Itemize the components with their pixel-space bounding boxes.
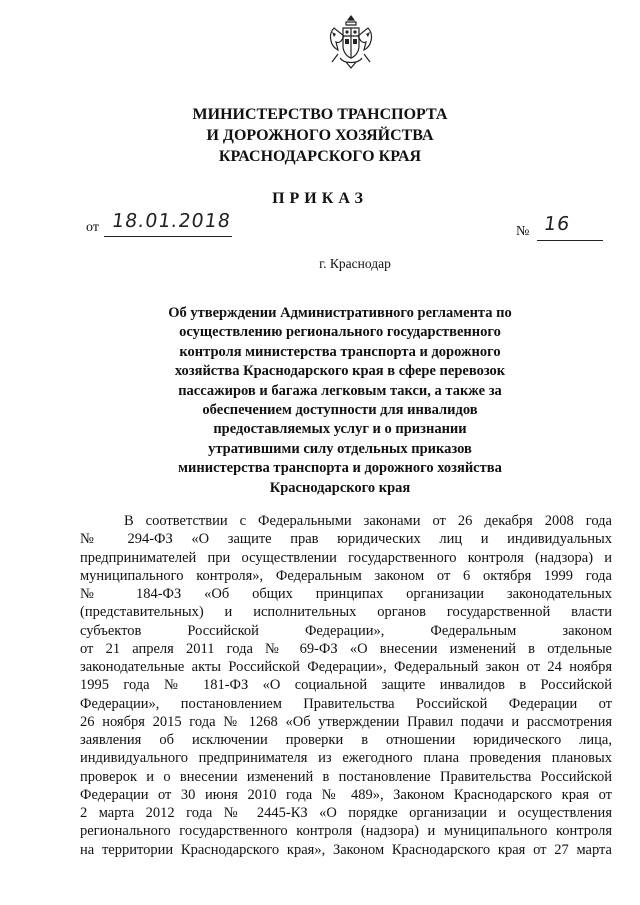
- body-line: 1995 года № 181-ФЗ «О социальной защите инвалидов в Российской: [80, 677, 612, 694]
- title-line: обеспечением доступности для инвалидов: [202, 402, 478, 419]
- title-line: осуществлению регионального государственного: [179, 324, 501, 341]
- body-line: индивидуального предпринимателя из ежегодного плана проведения плановых: [80, 750, 612, 767]
- ministry-name-line: КРАСНОДАРСКОГО КРАЯ: [218, 148, 422, 165]
- body-line: № 294-ФЗ «О защите прав юридических лиц и индивидуальных: [80, 531, 612, 548]
- ministry-name-line: МИНИСТЕРСТВО ТРАНСПОРТА: [192, 106, 448, 123]
- ministry-name-line: И ДОРОЖНОГО ХОЗЯЙСТВА: [206, 127, 434, 144]
- title-line: контроля министерства транспорта и дорожного: [179, 343, 501, 360]
- body-line: 26 ноября 2015 года № 1268 «Об утверждении Правил подачи и рассмотрения: [80, 713, 612, 730]
- title-line: хозяйства Краснодарского края в сфере перевозок: [174, 363, 506, 380]
- ministry-name: [0, 104, 640, 167]
- title-line: утратившими силу отдельных приказов: [208, 440, 472, 457]
- body-line: № 184-ФЗ «Об общих принципах организации законодательных: [80, 586, 612, 602]
- body-line: на территории Краснодарского края», Законом Краснодарского края от 27 марта: [80, 841, 612, 858]
- title-line: Об утверждении Административного регламента по: [168, 305, 512, 321]
- number-underline: [537, 240, 603, 241]
- order-body-text: [80, 512, 612, 859]
- date-underline: [104, 236, 232, 237]
- title-line: министерства транспорта и дорожного хозяйства: [178, 460, 502, 477]
- handwritten-number: 16: [542, 213, 572, 235]
- body-line: проверок и о внесении изменений в постановление Правительства Российской: [80, 768, 612, 785]
- body-line: Федерации», постановлением Правительства Российской Федерации от: [80, 695, 612, 712]
- order-title: [160, 304, 520, 498]
- title-line: предоставляемых услуг и о признании: [213, 421, 467, 438]
- body-line: заявления об исключении проверки в отношении юридического лица,: [80, 732, 612, 748]
- body-line: (представительных) и исполнительных органов государственной власти: [80, 604, 612, 621]
- body-line: законодательные акты Российской Федерации», Федеральный закон от 24 ноября: [80, 659, 612, 675]
- title-line: Краснодарского края: [269, 479, 411, 496]
- body-line: субъектов Российской Федерации», Федеральным законом: [80, 622, 612, 639]
- body-line: предпринимателей при осуществлении государственного контроля (надзора) и: [80, 549, 612, 566]
- document-type-heading: ПРИКАЗ: [272, 190, 368, 207]
- number-prefix: №: [516, 224, 530, 239]
- body-line: муниципального контроля», Федеральным законом от 6 октября 1999 года: [80, 567, 612, 584]
- date-prefix: от: [86, 220, 99, 235]
- city-line: г. Краснодар: [319, 256, 391, 271]
- coat-of-arms-emblem: [326, 14, 376, 70]
- body-line: 2 марта 2012 года № 2445-КЗ «О порядке организации и осуществления: [80, 805, 612, 821]
- body-line: Федерации от 30 июня 2010 года № 489», Законом Краснодарского края от: [80, 786, 612, 803]
- body-line: В соответствии с Федеральными законами от 26 декабря 2008 года: [124, 513, 612, 529]
- body-line: регионального государственного контроля (надзора) и муниципального контроля: [80, 823, 612, 840]
- title-line: пассажиров и багажа легковым такси, а также за: [178, 382, 502, 399]
- handwritten-date: 18.01.2018: [110, 210, 233, 232]
- body-line: от 21 апреля 2011 года № 69-ФЗ «О внесении изменений в отдельные: [80, 640, 612, 657]
